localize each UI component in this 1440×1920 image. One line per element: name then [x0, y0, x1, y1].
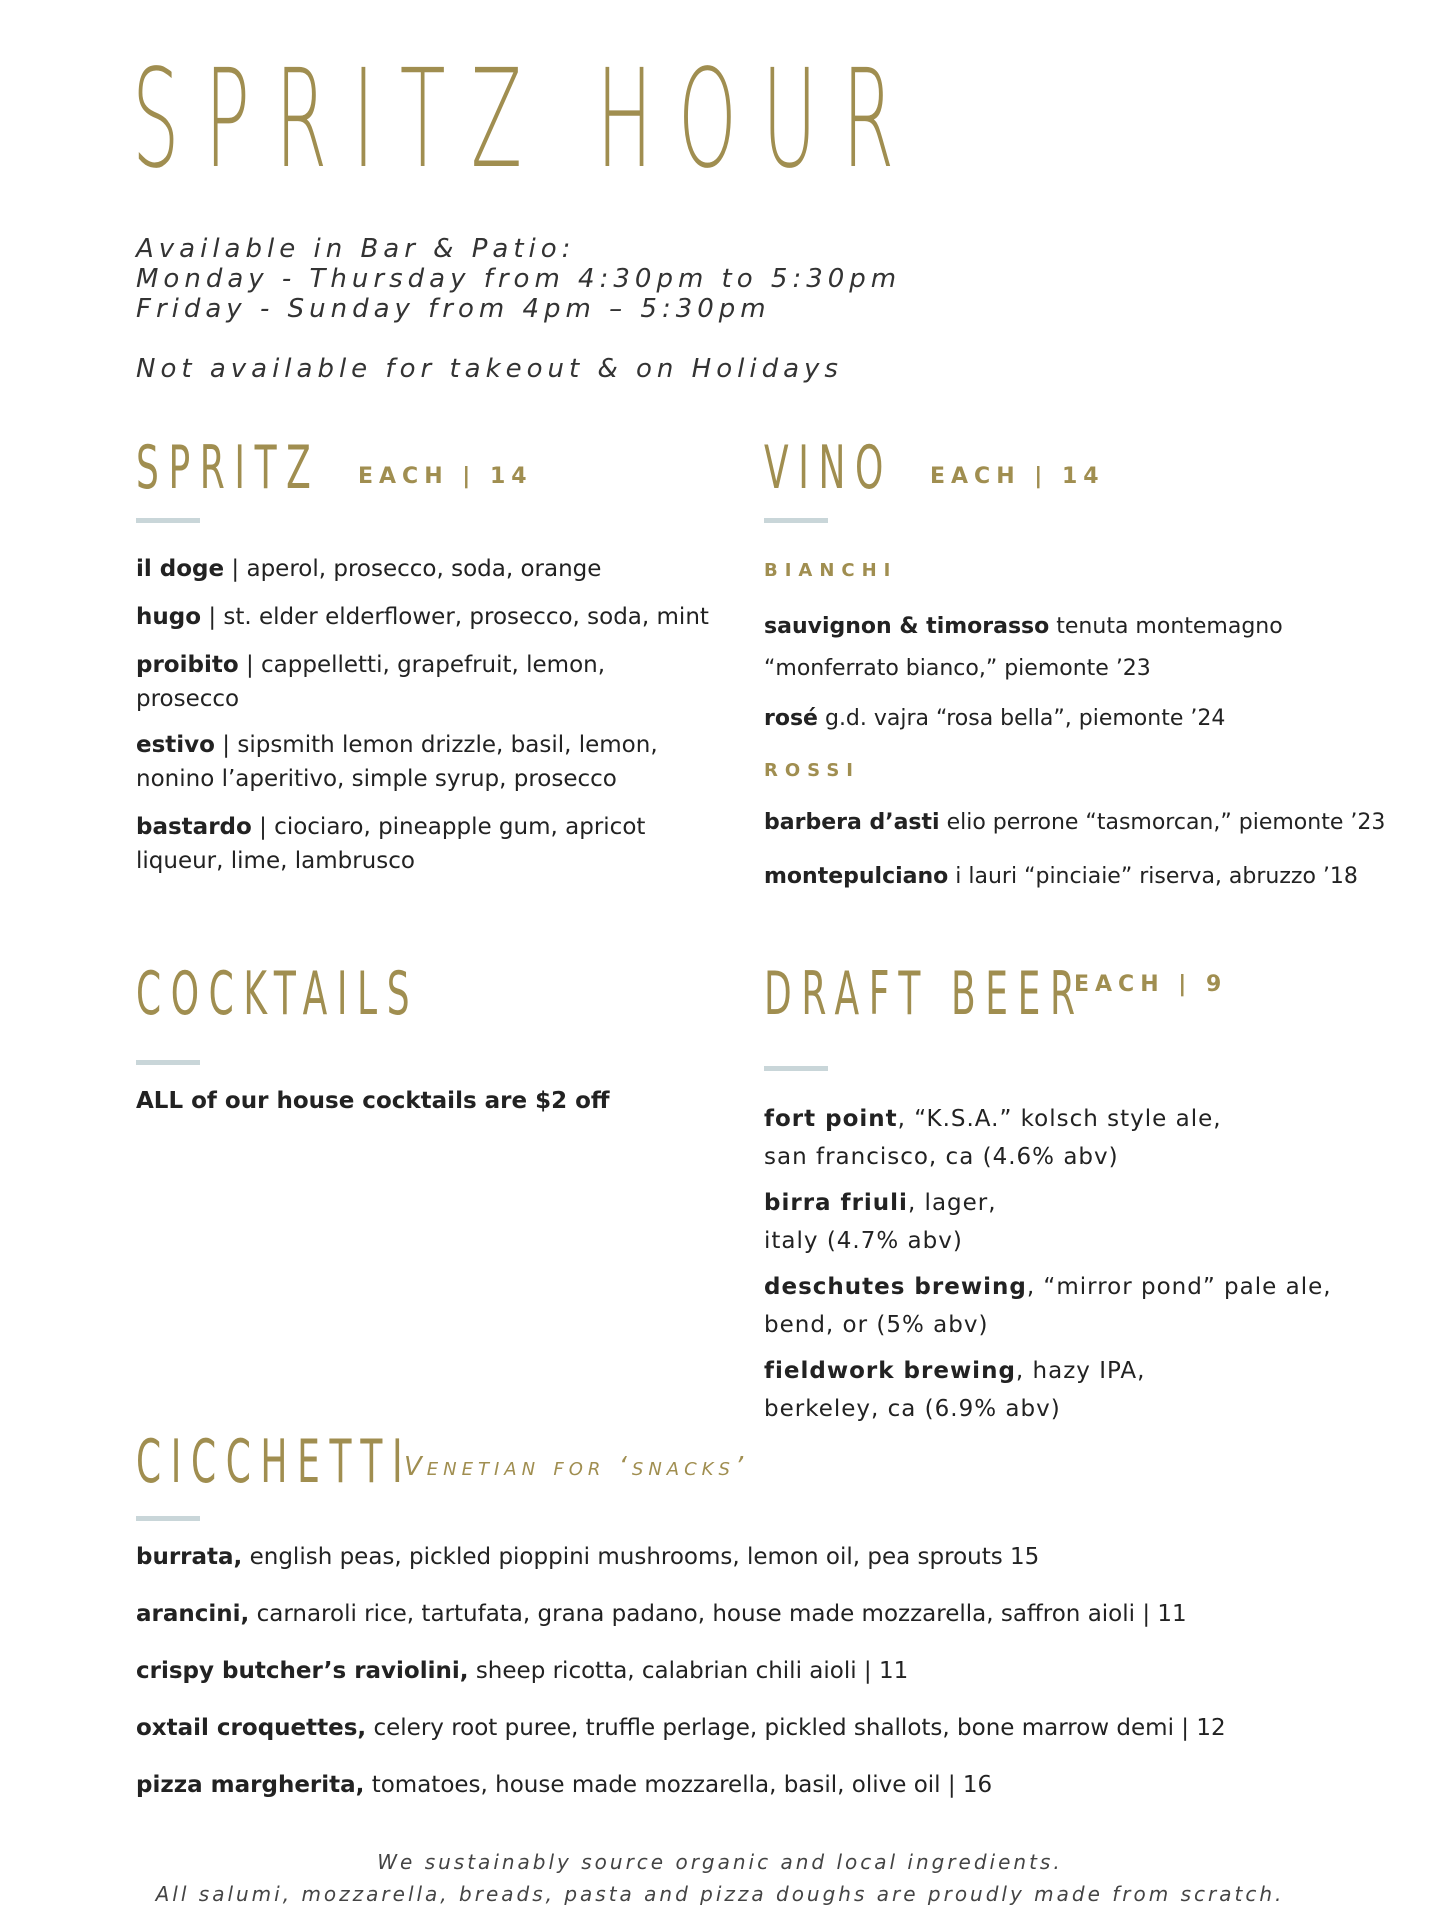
item-name: il doge: [136, 556, 225, 582]
menu-item: [136, 1711, 1226, 1745]
item-desc: | ciociaro, pineapple gum, apricot: [251, 814, 646, 840]
cocktails-note: [136, 1084, 610, 1118]
cicchetti-divider: [136, 1516, 200, 1521]
menu-item: [136, 728, 658, 796]
item-desc: tenuta montemagno: [1049, 614, 1283, 639]
menu-item: [764, 1184, 997, 1260]
item-name: bastardo: [136, 814, 252, 840]
menu-item: [764, 1352, 1145, 1428]
item-desc-cont: bend, or (5% abv): [764, 1312, 989, 1338]
item-desc: elio perrone “tasmorcan,” piemonte ’23: [939, 810, 1386, 835]
menu-item: [764, 702, 1225, 736]
item-desc: sheep ricotta, calabrian chili aioli | 11: [468, 1658, 909, 1684]
item-desc: g.d. vajra “rosa bella”, piemonte ’24: [817, 706, 1226, 731]
beer-title: DRAFT BEER: [764, 959, 1085, 1029]
item-name: hugo: [136, 604, 202, 630]
spritz-price: EACH | 14: [358, 464, 533, 489]
intro-line-weekday-hours: Monday - Thursday from 4:30pm to 5:30pm: [136, 264, 902, 294]
vino-divider: [764, 518, 828, 523]
item-desc-cont: liqueur, lime, lambrusco: [136, 848, 415, 874]
item-name: sauvignon & timorasso: [764, 614, 1050, 639]
menu-item: [764, 806, 1385, 840]
item-desc: | aperol, prosecco, soda, orange: [224, 556, 602, 582]
item-desc: | st. elder elderflower, prosecco, soda, mint: [201, 604, 709, 630]
spritz-divider: [136, 518, 200, 523]
item-name: burrata,: [136, 1544, 243, 1570]
item-name: montepulciano: [764, 864, 949, 889]
item-desc-cont: italy (4.7% abv): [764, 1228, 963, 1254]
menu-item: [764, 606, 1283, 690]
menu-item: [764, 1268, 1332, 1344]
item-name: fort point: [764, 1106, 898, 1132]
item-name: arancini,: [136, 1601, 250, 1627]
item-name: rosé: [764, 706, 818, 731]
intro-spacer: [136, 324, 901, 354]
menu-item: [136, 648, 605, 716]
cocktails-discount-text: ALL of our house cocktails are $2 off: [136, 1088, 610, 1114]
intro-line-location: Available in Bar & Patio:: [136, 234, 576, 264]
beer-divider: [764, 1066, 828, 1071]
item-name: estivo: [136, 732, 215, 758]
availability-info: [136, 234, 901, 384]
footer-line-sourcing: We sustainably source organic and local ingredients.: [377, 1850, 1063, 1874]
footer: [0, 1846, 1440, 1910]
intro-line-restrictions: Not available for takeout & on Holidays: [136, 354, 843, 384]
item-desc-cont: san francisco, ca (4.6% abv): [764, 1144, 1119, 1170]
intro-line-weekend-hours: Friday - Sunday from 4pm – 5:30pm: [136, 294, 771, 324]
item-desc: english peas, pickled pioppini mushrooms, lemon oil, pea sprouts 15: [242, 1544, 1040, 1570]
item-desc: i lauri “pinciaie” riserva, abruzzo ’18: [948, 864, 1358, 889]
item-name: fieldwork brewing: [764, 1358, 1016, 1384]
menu-item: [136, 600, 709, 634]
item-name: proibito: [136, 652, 239, 678]
vino-price: EACH | 14: [930, 464, 1105, 489]
bianchi-label: BIANCHI: [764, 560, 898, 581]
item-name: deschutes brewing: [764, 1274, 1027, 1300]
item-desc: | cappelletti, grapefruit, lemon,: [238, 652, 606, 678]
cicchetti-title: CICCHETTI: [136, 1427, 413, 1497]
menu-item: [136, 1540, 1039, 1574]
item-desc: , “K.S.A.” kolsch style ale,: [897, 1106, 1222, 1132]
item-desc-cont: nonino l’aperitivo, simple syrup, prosecco: [136, 766, 617, 792]
item-name: pizza margherita,: [136, 1772, 365, 1798]
item-desc: celery root puree, truffle perlage, pickled shallots, bone marrow demi | 12: [366, 1715, 1226, 1741]
item-desc-cont: “monferrato bianco,” piemonte ’23: [764, 656, 1151, 681]
cocktails-title: COCKTAILS: [136, 959, 420, 1029]
item-desc: tomatoes, house made mozzarella, basil, olive oil | 16: [364, 1772, 993, 1798]
cocktails-section: [136, 959, 608, 1029]
footer-line-scratch: All salumi, mozzarella, breads, pasta and pizza doughs are proudly made from scratch.: [155, 1882, 1285, 1906]
cocktails-divider: [136, 1060, 200, 1065]
item-desc: , “mirror pond” pale ale,: [1026, 1274, 1332, 1300]
page-title: SPRITZ HOUR: [132, 41, 920, 199]
menu-item: [136, 552, 601, 586]
menu-item: [136, 810, 645, 878]
menu-item: [764, 1100, 1222, 1176]
spritz-title: SPRITZ: [136, 433, 321, 503]
cicchetti-subtitle: Venetian for ‘snacks’: [404, 1452, 749, 1482]
menu-item: [136, 1768, 992, 1802]
item-desc-cont: berkeley, ca (6.9% abv): [764, 1396, 1061, 1422]
item-desc: , lager,: [907, 1190, 997, 1216]
vino-title: VINO: [764, 433, 893, 503]
item-desc: | sipsmith lemon drizzle, basil, lemon,: [214, 732, 658, 758]
item-desc: , hazy IPA,: [1015, 1358, 1146, 1384]
beer-price: EACH | 9: [1074, 972, 1228, 997]
menu-item: [136, 1654, 908, 1688]
rossi-label: ROSSI: [764, 760, 860, 781]
item-desc: carnaroli rice, tartufata, grana padano, house made mozzarella, saffron aioli | 11: [249, 1601, 1187, 1627]
menu-item: [764, 860, 1358, 894]
item-desc-cont: prosecco: [136, 686, 240, 712]
item-name: crispy butcher’s raviolini,: [136, 1658, 469, 1684]
item-name: oxtail croquettes,: [136, 1715, 367, 1741]
item-name: birra friuli: [764, 1190, 908, 1216]
menu-item: [136, 1597, 1187, 1631]
item-name: barbera d’asti: [764, 810, 940, 835]
